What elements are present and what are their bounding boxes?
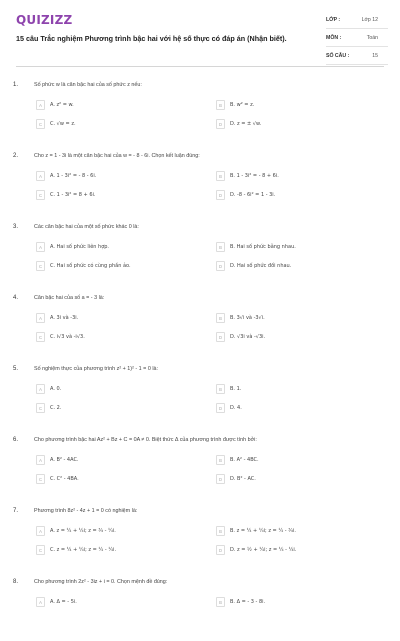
question-text: Cho z = 1 - 3i là một căn bậc hai của w = - 8 - 6i. Chọn kết luận đúng: — [34, 153, 200, 159]
answer-option-b[interactable] — [216, 171, 279, 181]
option-letter-box[interactable]: B — [216, 242, 225, 252]
answer-option-c[interactable] — [36, 119, 76, 129]
question-list — [0, 73, 400, 641]
question-number: 3. — [13, 224, 19, 230]
answer-option-d[interactable] — [216, 403, 242, 413]
question-text: Phương trình 8z² - 4z + 1 = 0 có nghiệm là: — [34, 508, 138, 514]
option-text: B. z = ¼ + ¼i; z = ¼ - ¾i. — [230, 528, 296, 534]
option-letter-box[interactable]: A — [36, 171, 45, 181]
option-letter-box[interactable]: A — [36, 597, 45, 607]
meta-value: 15 — [372, 52, 378, 59]
meta-box — [326, 11, 388, 65]
option-text: B. 3√i và -3√i. — [230, 315, 265, 321]
question-number: 6. — [13, 437, 19, 443]
option-text: D. z = ± √w. — [230, 121, 262, 127]
option-text: D. z = ½ + ¼i; z = ¼ - ¼i. — [230, 547, 297, 553]
question-item — [0, 570, 400, 641]
meta-row-count — [326, 47, 388, 65]
option-letter-box[interactable]: B — [216, 100, 225, 110]
option-letter-box[interactable]: B — [216, 313, 225, 323]
option-text: C. i√3 và -i√3. — [50, 334, 85, 340]
option-letter-box[interactable]: A — [36, 242, 45, 252]
answer-option-a[interactable] — [36, 455, 79, 465]
question-text: Cho phương trình bậc hai Az² + Bz + C = 0A ≠ 0. Biệt thức Δ của phương trình được tính bởi: — [34, 437, 257, 443]
question-item — [0, 357, 400, 428]
answer-option-c[interactable] — [36, 474, 79, 484]
option-letter-box[interactable]: C — [36, 474, 45, 484]
option-letter-box[interactable]: C — [36, 332, 45, 342]
option-letter-box[interactable]: C — [36, 545, 45, 555]
option-letter-box[interactable]: C — [36, 190, 45, 200]
answer-option-c[interactable] — [36, 545, 116, 555]
option-letter-box[interactable]: B — [216, 171, 225, 181]
option-text: C. 1 - 3i² = 8 + 6i. — [50, 192, 96, 198]
question-text: Căn bậc hai của số a = - 3 là: — [34, 295, 105, 301]
option-letter-box[interactable]: A — [36, 455, 45, 465]
question-text: Số nghiệm thực của phương trình z² + 1)² - 1 = 0 là: — [34, 366, 159, 372]
option-letter-box[interactable]: D — [216, 545, 225, 555]
meta-label: LỚP : — [326, 16, 341, 23]
answer-option-c[interactable] — [36, 332, 85, 342]
option-text: B. 1. — [230, 386, 242, 392]
answer-option-b[interactable] — [216, 597, 265, 607]
question-text: Số phức w là căn bậc hai của số phức z nếu: — [34, 82, 142, 88]
answer-option-d[interactable] — [216, 261, 291, 271]
option-letter-box[interactable]: B — [216, 597, 225, 607]
question-number: 5. — [13, 366, 19, 372]
answer-option-a[interactable] — [36, 100, 74, 110]
answer-option-a[interactable] — [36, 171, 96, 181]
option-text: B. Hai số phức bằng nhau. — [230, 244, 296, 250]
option-letter-box[interactable]: B — [216, 384, 225, 394]
option-text: C. C² - 4BA. — [50, 476, 79, 482]
answer-option-d[interactable] — [216, 545, 296, 555]
option-letter-box[interactable]: B — [216, 455, 225, 465]
option-text: C. 2. — [50, 405, 62, 411]
option-text: B. 1 - 3i² = - 8 + 6i. — [230, 173, 279, 179]
option-letter-box[interactable]: D — [216, 403, 225, 413]
option-text: C. Hai số phức có cùng phần ảo. — [50, 263, 131, 269]
answer-option-b[interactable] — [216, 526, 296, 536]
answer-option-b[interactable] — [216, 384, 241, 394]
option-text: D. 4. — [230, 405, 242, 411]
option-letter-box[interactable]: D — [216, 119, 225, 129]
question-text: Cho phương trình 2z² - 3iz + i = 0. Chọn mệnh đề đúng: — [34, 579, 168, 585]
answer-option-b[interactable] — [216, 455, 259, 465]
meta-label: MÔN : — [326, 34, 342, 41]
question-item — [0, 499, 400, 570]
option-text: D. Hai số phức đối nhau. — [230, 263, 292, 269]
option-text: C. z = ¼ + ¼i; z = ¼ - ¼i. — [50, 547, 117, 553]
header-divider — [16, 66, 384, 67]
quizizz-logo: QUIZIZZ — [16, 13, 73, 27]
option-letter-box[interactable]: A — [36, 384, 45, 394]
question-number: 8. — [13, 579, 19, 585]
option-letter-box[interactable]: A — [36, 313, 45, 323]
question-number: 4. — [13, 295, 19, 301]
option-text: D. √3i và -√3i. — [230, 334, 266, 340]
answer-option-d[interactable] — [216, 119, 261, 129]
option-letter-box[interactable]: A — [36, 100, 45, 110]
question-item — [0, 286, 400, 357]
option-letter-box[interactable]: D — [216, 261, 225, 271]
answer-option-d[interactable] — [216, 332, 265, 342]
answer-option-a[interactable] — [36, 313, 78, 323]
option-letter-box[interactable]: D — [216, 190, 225, 200]
question-item — [0, 73, 400, 144]
meta-label: SỐ CÂU : — [326, 52, 350, 59]
answer-option-b[interactable] — [216, 313, 265, 323]
option-text: A. 0. — [50, 386, 62, 392]
option-text: A. 3i và -3i. — [50, 315, 79, 321]
option-text: A. 1 - 3i² = - 8 - 6i. — [50, 173, 97, 179]
option-text: D. B² - AC. — [230, 476, 256, 482]
option-text: B. A² - 4BC. — [230, 457, 259, 463]
answer-option-a[interactable] — [36, 526, 116, 536]
answer-option-a[interactable] — [36, 597, 77, 607]
option-letter-box[interactable]: C — [36, 119, 45, 129]
option-text: A. z² = w. — [50, 102, 74, 108]
answer-option-d[interactable] — [216, 474, 256, 484]
question-item — [0, 144, 400, 215]
meta-row-subject — [326, 29, 388, 47]
question-number: 7. — [13, 508, 19, 514]
option-text: A. B² - 4AC. — [50, 457, 79, 463]
option-letter-box[interactable]: A — [36, 526, 45, 536]
question-number: 1. — [13, 82, 19, 88]
question-item — [0, 428, 400, 499]
answer-option-b[interactable] — [216, 242, 296, 252]
option-text: A. Δ = - 5i. — [50, 599, 77, 605]
option-text: A. z = ¼ + ¼i; z = ¾ - ¼i. — [50, 528, 116, 534]
option-letter-box[interactable]: D — [216, 474, 225, 484]
option-text: C. √w = z. — [50, 121, 76, 127]
answer-option-d[interactable] — [216, 190, 275, 200]
meta-value: Toán — [366, 34, 378, 41]
question-item — [0, 215, 400, 286]
meta-row-grade — [326, 11, 388, 29]
question-number: 2. — [13, 153, 19, 159]
option-letter-box[interactable]: C — [36, 261, 45, 271]
question-text: Các căn bậc hai của một số phức khác 0 là: — [34, 224, 139, 230]
answer-option-b[interactable] — [216, 100, 254, 110]
option-letter-box[interactable]: D — [216, 332, 225, 342]
option-letter-box[interactable]: C — [36, 403, 45, 413]
document-title: 15 câu Trắc nghiệm Phương trình bậc hai với hệ số thực có đáp án (Nhận biết). — [16, 34, 287, 43]
option-text: B. w² = z. — [230, 102, 255, 108]
option-letter-box[interactable]: B — [216, 526, 225, 536]
meta-value: Lớp 12 — [361, 16, 378, 23]
answer-option-c[interactable] — [36, 190, 96, 200]
answer-option-a[interactable] — [36, 242, 109, 252]
option-text: D. -8 - 6i² = 1 - 3i. — [230, 192, 276, 198]
answer-option-a[interactable] — [36, 384, 61, 394]
answer-option-c[interactable] — [36, 403, 61, 413]
option-text: B. Δ = - 3 - 8i. — [230, 599, 266, 605]
answer-option-c[interactable] — [36, 261, 131, 271]
option-text: A. Hai số phức liên hợp. — [50, 244, 110, 250]
